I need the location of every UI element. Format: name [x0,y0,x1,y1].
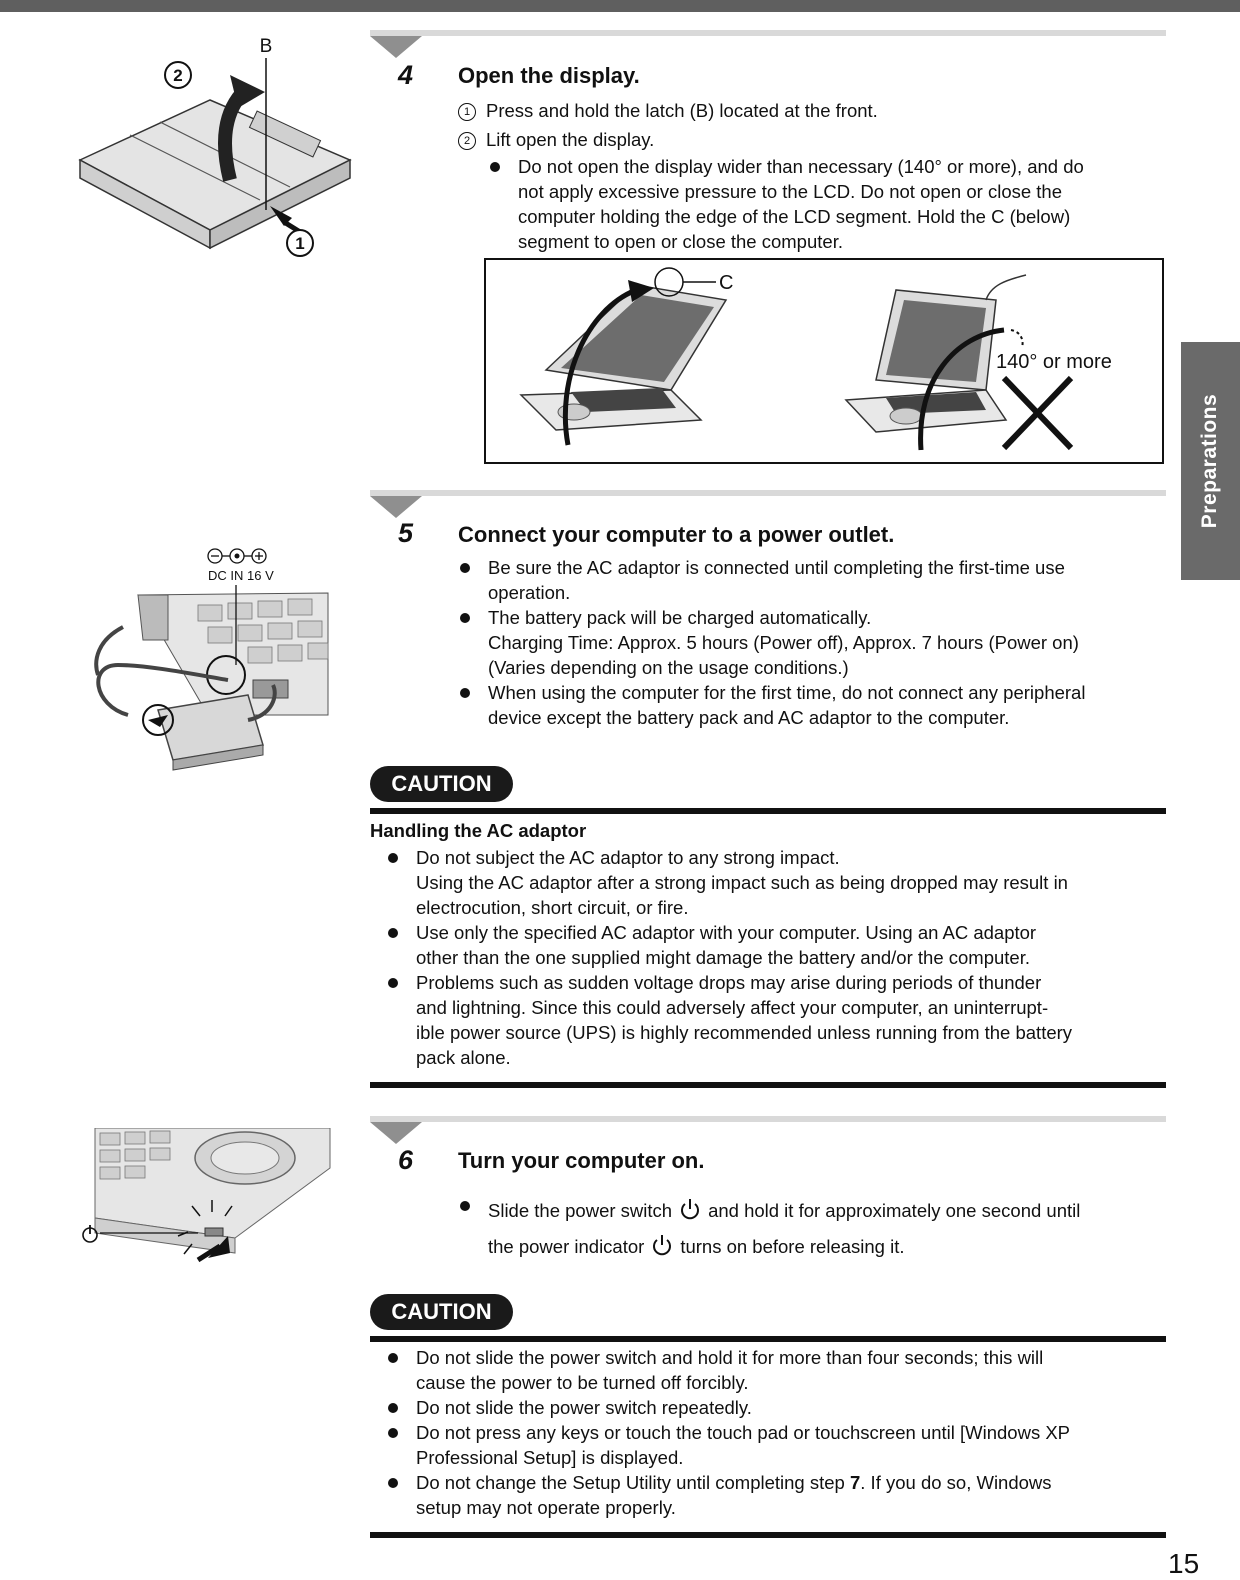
step-4-substep-1 [458,98,1158,123]
step-reference: 7 [849,1472,861,1493]
step-6-rule [370,1116,1166,1122]
substep-1-marker: 1 [458,103,476,121]
power-switch-illustration [80,1128,335,1263]
step-5-bullet-1 [458,555,1170,605]
bullet-line [416,1470,1166,1495]
bullet-line: Do not slide the power switch and hold it for more than four seconds; this will [416,1347,1044,1368]
bullet-line: Do not press any keys or touch the touch pad or touchscreen until [Windows XP [416,1422,1071,1443]
section-tab-preparations [1181,342,1240,580]
bullet-text: and hold it for approximately one second until [708,1200,1081,1221]
step-6-bullet [458,1193,1170,1265]
step-5-bullet-3 [458,680,1170,730]
caution-2-body [386,1345,1166,1520]
latch-illustration [70,30,360,270]
dc-in-label: DC IN 16 V [208,568,274,583]
bullet-line: When using the computer for the first time, do not connect any peripheral [488,682,1086,703]
bullet-line: Be sure the AC adaptor is connected until completing the first-time use [488,557,1065,578]
caution-2-bullet-3 [386,1420,1166,1470]
power-switch-icon [680,1198,700,1220]
bullet-line: other than the one supplied might damage the battery and/or the computer. [416,947,1030,968]
bullet-line: and lightning. Since this could adversely affect your computer, an uninterrupt- [416,997,1049,1018]
display-angle-illustration [486,260,1162,462]
step-4-body [458,98,1158,254]
fig-label-angle: 140° or more [996,351,1112,373]
bullet-line: Problems such as sudden voltage drops may arise during periods of thunder [416,972,1042,993]
bullet-text: Slide the power switch [488,1200,673,1221]
bullet-line: ible power source (UPS) is highly recommended unless running from the battery [416,1022,1073,1043]
bullet-line: Do not slide the power switch repeatedly. [416,1397,752,1418]
bullet-line: computer holding the edge of the LCD segment. Hold the C (below) [518,206,1071,227]
caution-heading: Handling the AC adaptor [370,820,587,841]
caution-rule-bottom [370,1532,1166,1538]
caution-1-bullet-3 [386,970,1166,1070]
bullet-line: Use only the specified AC adaptor with your computer. Using an AC adaptor [416,922,1037,943]
illus-label-b: B [259,36,273,57]
substep-2-text: Lift open the display. [486,129,655,150]
illus-label-2: 2 [173,66,183,85]
step-4-title: Open the display. [458,63,640,88]
step-6-body [458,1193,1170,1265]
step-6-line-2 [488,1229,1170,1265]
power-indicator-icon [652,1234,672,1256]
caution-1-body [386,845,1166,1070]
bullet-line: Do not subject the AC adaptor to any strong impact. [416,847,840,868]
step-5-bullet-2 [458,605,1170,680]
step-6-marker [370,1122,422,1144]
bullet-text: . If you do so, Windows [860,1472,1052,1493]
substep-2-marker: 2 [458,132,476,150]
step-6-line-1 [488,1193,1170,1229]
bullet-line: The battery pack will be charged automatically. [488,607,872,628]
step-4-number: 4 [398,60,414,90]
bullet-text: turns on before releasing it. [680,1236,905,1257]
caution-rule-top [370,1336,1166,1342]
bullet-line: Charging Time: Approx. 5 hours (Power off), Approx. 7 hours (Power on) [488,632,1079,653]
caution-2-bullet-1 [386,1345,1166,1395]
page-number: 15 [1168,1548,1200,1579]
bullet-line: Using the AC adaptor after a strong impact such as being dropped may result in [416,872,1068,893]
step-4-substep-2 [458,127,1158,152]
step-5-marker [370,496,422,518]
caution-2-bullet-4 [386,1470,1166,1520]
fig-label-c: C [719,272,734,294]
bullet-line: device except the battery pack and AC adaptor to the computer. [488,707,1010,728]
illus-label-1: 1 [295,234,305,253]
bullet-text: the power indicator [488,1236,645,1257]
bullet-line: cause the power to be turned off forcibly. [416,1372,749,1393]
substep-1-text: Press and hold the latch (B) located at the front. [486,100,878,121]
caution-rule-top [370,808,1166,814]
display-angle-figure [484,258,1164,464]
caution-badge: CAUTION [370,1294,513,1330]
step-5-title: Connect your computer to a power outlet. [458,522,895,547]
ac-adaptor-illustration [88,545,333,780]
bullet-line: (Varies depending on the usage conditions.) [488,657,849,678]
step-4-bullet [488,154,1158,254]
bullet-line: setup may not operate properly. [416,1497,676,1518]
caution-badge: CAUTION [370,766,513,802]
bullet-line: electrocution, short circuit, or fire. [416,897,689,918]
step-6-number: 6 [398,1145,414,1175]
step-4-marker [370,36,422,58]
section-tab-label: Preparations [1198,393,1222,529]
caution-1-bullet-1 [386,845,1166,920]
bullet-line: operation. [488,582,571,603]
step-5-body [458,555,1170,730]
bullet-text: Do not change the Setup Utility until completing step [416,1472,850,1493]
step-5-number: 5 [398,518,414,548]
bullet-line: Do not open the display wider than necessary (140° or more), and do [518,156,1084,177]
caution-rule-bottom [370,1082,1166,1088]
bullet-line: Professional Setup] is displayed. [416,1447,684,1468]
caution-1-bullet-2 [386,920,1166,970]
bullet-line: segment to open or close the computer. [518,231,843,252]
top-bar [0,0,1240,12]
bullet-line: pack alone. [416,1047,511,1068]
step-6-title: Turn your computer on. [458,1148,705,1173]
step-5-rule [370,490,1166,496]
caution-2-bullet-2 [386,1395,1166,1420]
bullet-line: not apply excessive pressure to the LCD. Do not open or close the [518,181,1062,202]
step-4-rule [370,30,1166,36]
